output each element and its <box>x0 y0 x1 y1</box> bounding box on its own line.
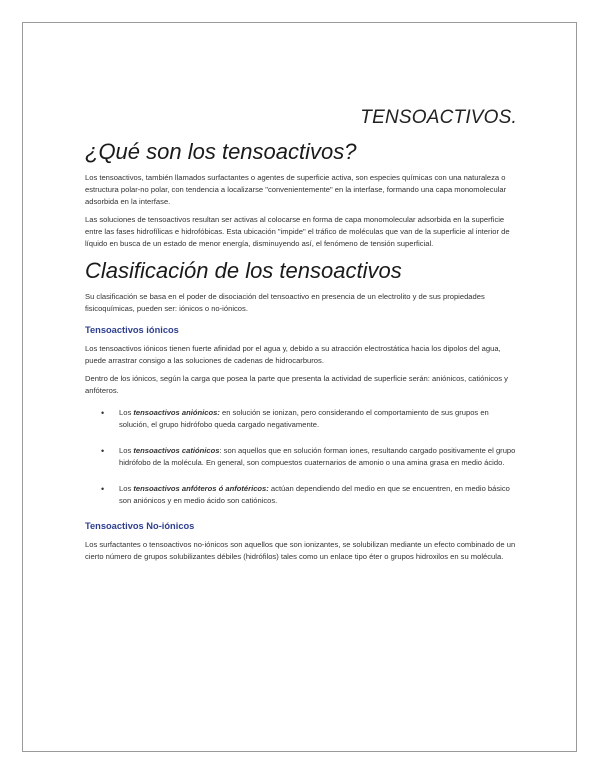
item-term: tensoactivos anfóteros ó anfotéricos: <box>133 484 269 493</box>
item-text: : son aquellos que en solución forman iones, resultando cargado positivamente el grupo hidrófobo de la molécula. En general, son compuestos cuaternarios de amonio o una amina grasa en medio ácido. <box>119 446 516 467</box>
item-text: actúan dependiendo del medio en que se encuentren, en medio básico son aniónicos y en medio ácido son catiónicos. <box>119 484 510 505</box>
list-item <box>85 483 517 507</box>
paragraph: Los surfactantes o tensoactivos no-iónicos son aquellos que son ionizantes, se solubilizan mediante un efecto combinado de un cierto número de grupos solubilizantes débiles (hidrófilos) tales como un enlace tipo éter o grupos hidroxilos en su molécula. <box>85 540 516 561</box>
bullet-icon: • <box>101 446 105 456</box>
list-item <box>85 407 517 431</box>
section-heading-que-son: ¿Qué son los tensoactivos? <box>85 139 357 164</box>
page-content <box>85 107 517 569</box>
bullet-icon: • <box>101 484 105 494</box>
paragraph: Los tensoactivos iónicos tienen fuerte afinidad por el agua y, debido a su atracción electrostática hacia los dipolos del agua, puede arrastrar consigo a las soluciones de cadenas de hidrocarburos. <box>85 344 501 365</box>
paragraph: Dentro de los iónicos, según la carga que posea la parte que presenta la actividad de superficie serán: aniónicos, catiónicos y anfóteros. <box>85 374 508 395</box>
subheading-ionicos: Tensoactivos iónicos <box>85 325 179 335</box>
item-prefix: Los <box>119 408 134 417</box>
item-term: tensoactivos aniónicos: <box>133 408 220 417</box>
item-prefix: Los <box>119 446 134 455</box>
subheading-no-ionicos: Tensoactivos No-iónicos <box>85 521 195 531</box>
paragraph: Los tensoactivos, también llamados surfactantes o agentes de superficie activa, son especies químicas con una naturaleza o estructura polar-no polar, con tendencia a localizarse "convenientemente" en la interfase, formando una capa monomolecular adsorbida en la interfase. <box>85 173 507 206</box>
paragraph: Las soluciones de tensoactivos resultan ser activas al colocarse en forma de capa monomolecular adsorbida en la superficie entre las fases hidrofílicas e hidrofóbicas. Esta ubicación "impide" el tráfico de moléculas que van de la superficie al interior de líquido en busca de un estado de menor energía, disminuyendo así, el fenómeno de tensión superficial. <box>85 215 510 248</box>
ionic-types-list <box>85 407 517 507</box>
document-page <box>22 22 577 752</box>
item-term: tensoactivos catiónicos <box>133 446 220 455</box>
paragraph: Su clasificación se basa en el poder de disociación del tensoactivo en presencia de un electrolito y de sus propiedades fisicoquímicas, pueden ser: iónicos o no-iónicos. <box>85 292 485 313</box>
item-text: en solución se ionizan, pero considerando el comportamiento de sus grupos en solución, el grupo hidrófobo queda cargado negativamente. <box>119 408 489 429</box>
list-item <box>85 445 517 469</box>
bullet-icon: • <box>101 408 105 418</box>
item-prefix: Los <box>119 484 134 493</box>
document-title: TENSOACTIVOS. <box>360 107 517 128</box>
section-heading-clasificacion: Clasificación de los tensoactivos <box>85 258 402 283</box>
